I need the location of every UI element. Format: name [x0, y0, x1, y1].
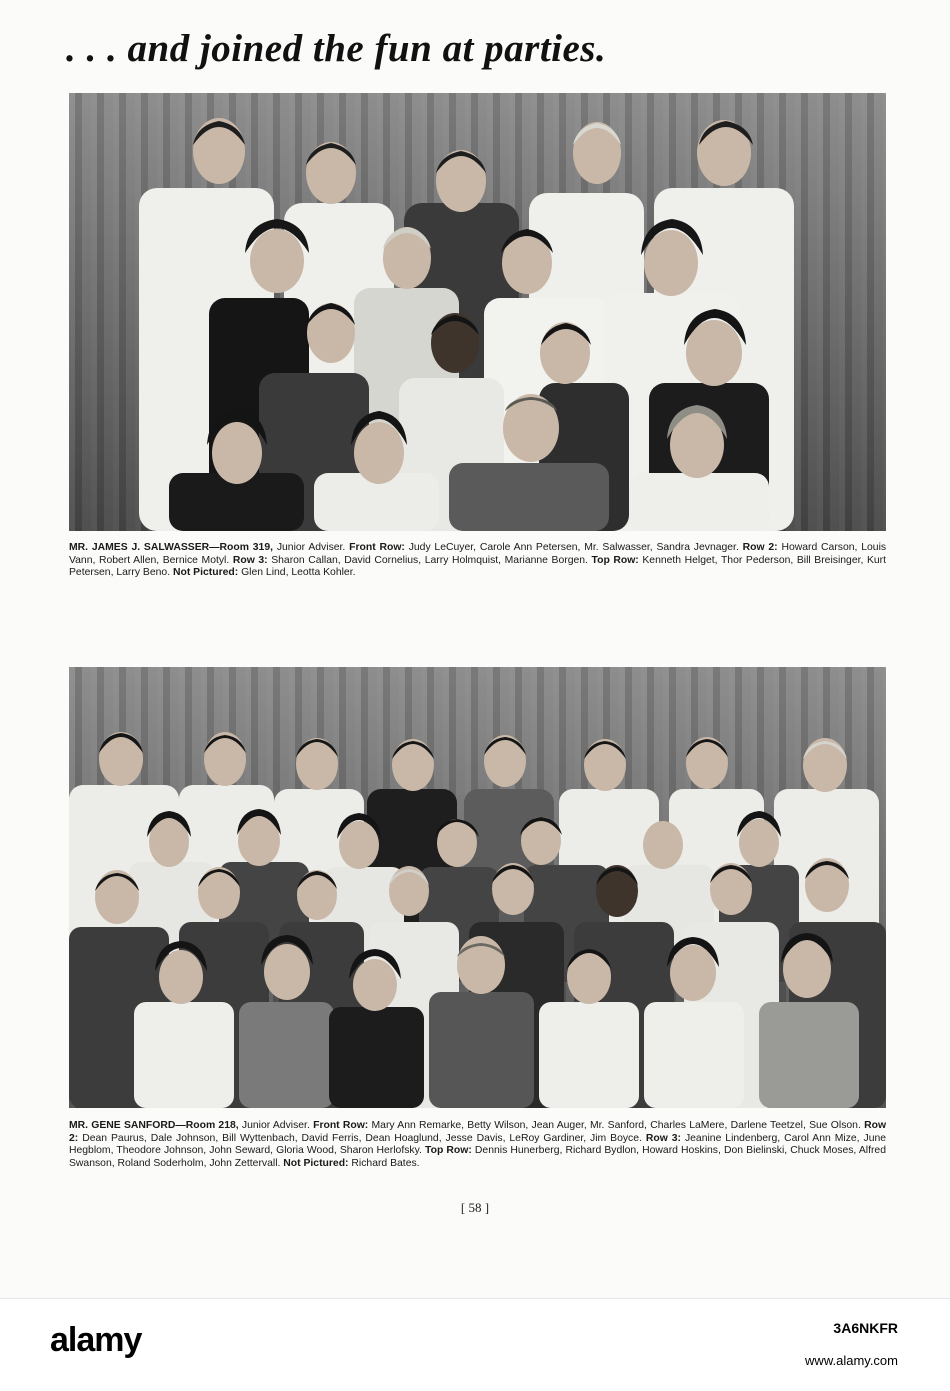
not-pictured-label: Not Pictured:: [283, 1157, 349, 1169]
top-row-names: Dennis Hunerberg, Richard Bydlon, Howard Hoskins, Don Bielinski, Chuck Moses, Alfred Swanson, Roland Soderholm, John Zettervall.: [69, 1145, 886, 1169]
adviser-role: Junior Adviser.: [276, 542, 346, 553]
row-3-label: Row 3:: [232, 554, 268, 566]
alamy-logo[interactable]: alamy: [50, 1321, 142, 1359]
front-row-label: Front Row:: [349, 542, 405, 553]
group-photo-salwasser: [69, 93, 886, 531]
room-number: Room 218,: [185, 1120, 239, 1131]
front-row-names: Judy LeCuyer, Carole Ann Petersen, Mr. Salwasser, Sandra Jevnager.: [408, 542, 739, 553]
site-url[interactable]: www.alamy.com: [805, 1353, 898, 1368]
top-row-names: Kenneth Helget, Thor Pederson, Bill Breisinger, Kurt Petersen, Larry Beno.: [69, 554, 887, 579]
row-3-names: Sharon Callan, David Cornelius, Larry Holmquist, Marianne Borgen.: [271, 554, 588, 566]
front-row-names: Mary Ann Remarke, Betty Wilson, Jean Auger, Mr. Sanford, Charles LaMere, Darlene Teetzel, Sue Olson.: [371, 1120, 861, 1131]
top-row-label: Top Row:: [425, 1145, 472, 1157]
room-number: Room 319,: [219, 542, 274, 553]
photo-caption-salwasser: MR. JAMES J. SALWASSER—Room 319, Junior Adviser. Front Row: Judy LeCuyer, Carole Ann Petersen, Mr. Salwasser, Sandra Jevnager. Row 2: Howard Carson, Louis Vann, Robert Allen, Bernice Motyl. Row 3: Sharon Callan, David Cornelius, Larry Holmquist, Marianne Borgen. Top Row: Kenneth Helget, Thor Pederson, Bill Breisinger, Kurt Petersen, Larry Beno. Not Pictured: Glen Lind, Leotta Kohler.: [69, 542, 887, 579]
row-2-names: Howard Carson, Louis Vann, Robert Allen, Bernice Motyl.: [69, 542, 887, 566]
not-pictured-names: Glen Lind, Leotta Kohler.: [241, 567, 356, 579]
group-photo-sanford-figures: [69, 667, 886, 1108]
page-heading: . . . and joined the fun at parties.: [66, 27, 607, 70]
row-2-label: Row 2:: [742, 542, 778, 553]
stock-footer: [0, 1298, 950, 1391]
front-row-label: Front Row:: [313, 1120, 369, 1131]
group-photo-sanford: [69, 667, 886, 1108]
page-number: [ 58 ]: [460, 1200, 490, 1215]
photo-caption-sanford: MR. GENE SANFORD—Room 218, Junior Adviser. Front Row: Mary Ann Remarke, Betty Wilson, Jean Auger, Mr. Sanford, Charles LaMere, Darlene Teetzel, Sue Olson. Row 2: Dean Paurus, Dale Johnson, Bill Wyttenbach, David Ferris, Dean Hoaglund, Jesse Davis, LeRoy Gardiner, Jim Boyce. Row 3: Jeanine Lindenberg, Carol Ann Mize, June Hegblom, Theodore Johnson, John Seward, Gloria Wood, Sharon Herlofsky. Top Row: Dennis Hunerberg, Richard Bydlon, Howard Hoskins, Don Bielinski, Chuck Moses, Alfred Swanson, Roland Soderholm, John Zettervall. Not Pictured: Richard Bates.: [69, 1120, 887, 1169]
row-2-label: Row 2:: [69, 1120, 887, 1144]
adviser-name: MR. GENE SANFORD: [69, 1120, 176, 1131]
top-row-label: Top Row:: [591, 554, 639, 566]
adviser-role: Junior Adviser.: [241, 1120, 310, 1131]
adviser-name: MR. JAMES J. SALWASSER: [69, 542, 210, 553]
row-2-names: Dean Paurus, Dale Johnson, Bill Wyttenbach, David Ferris, Dean Hoaglund, Jesse Davis, LeRoy Gardiner, Jim Boyce.: [82, 1132, 642, 1144]
not-pictured-names: Richard Bates.: [351, 1157, 420, 1169]
group-photo-salwasser-figures: [69, 93, 886, 531]
image-id: 3A6NKFR: [833, 1320, 898, 1336]
not-pictured-label: Not Pictured:: [172, 567, 239, 579]
row-3-label: Row 3:: [645, 1132, 681, 1144]
row-3-names: Jeanine Lindenberg, Carol Ann Mize, June Hegblom, Theodore Johnson, John Seward, Gloria Wood, Sharon Herlofsky.: [69, 1132, 887, 1157]
